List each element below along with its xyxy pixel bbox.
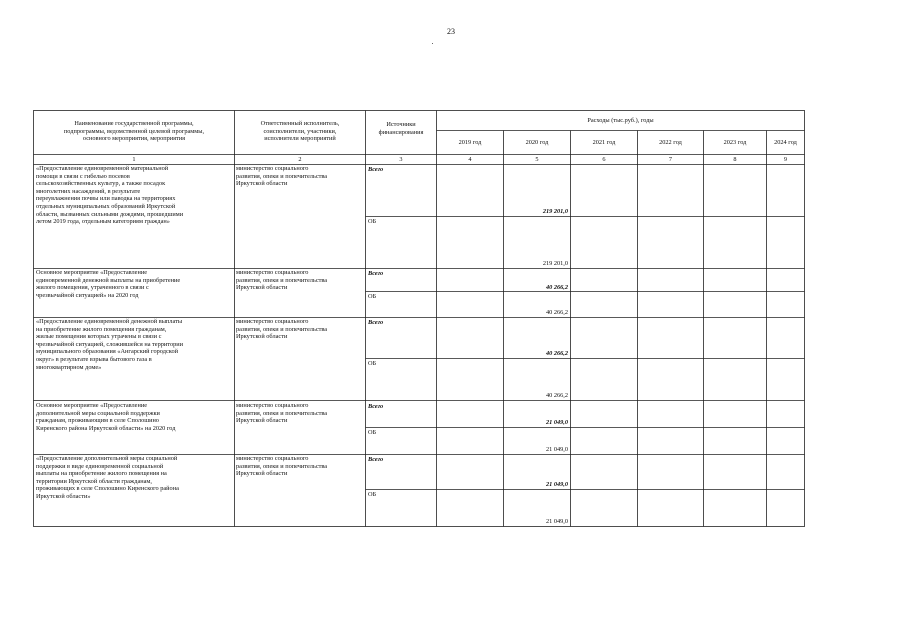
col-number-4: 4 xyxy=(468,156,472,163)
row1-total-2020: 219 201,0 xyxy=(542,208,568,215)
row4-executor: министерство социального развития, опеки и попечительства Иркутской области xyxy=(236,402,328,425)
row2-name: Основное мероприятие «Предоставление единовременной денежной выплаты на приобретение жилого помещения, утраченного в связи с чрезвычайной ситуацией» на 2020 год xyxy=(36,269,181,299)
row5-total-label: Всего xyxy=(368,456,384,463)
col-number-1: 1 xyxy=(132,156,136,163)
col-number-8: 8 xyxy=(733,156,737,163)
row2-total-label: Всего xyxy=(368,270,384,277)
row4-total-label: Всего xyxy=(368,403,384,410)
year-2020: 2020 год xyxy=(525,139,549,146)
col-number-7: 7 xyxy=(668,156,673,163)
row2-ob-2020: 40 266,2 xyxy=(545,309,568,316)
col-number-2: 2 xyxy=(298,156,302,163)
row1-executor: министерство социального развития, опеки и попечительства Иркутской области xyxy=(236,165,328,188)
row4-ob-label: ОБ xyxy=(368,429,377,436)
row1-total-label: Всего xyxy=(368,166,384,173)
header-name: Наименование государственной программы, подпрограммы, ведомственной целевой программы, основного мероприятия, мероприятия xyxy=(63,120,205,143)
row3-name: «Предоставление единовременной денежной выплаты на приобретение жилого помещения гражданам, жилые помещения которых утрачены в связи с чрезвычайной ситуацией, сложившейся на территории муниципального образования «Ангарский городской округ» в результате взрыва бытового газа в многоквартирном доме» xyxy=(36,318,183,371)
row1-ob-2020: 219 201,0 xyxy=(542,260,568,267)
row5-ob-label: ОБ xyxy=(368,491,377,498)
year-2022: 2022 год xyxy=(659,139,682,146)
year-2021: 2021 год xyxy=(592,139,616,146)
header-expenses: Расходы (тыс.руб.), годы xyxy=(587,117,654,124)
header-source: Источники финансирования xyxy=(378,121,424,136)
row5-ob-2020: 21 049,0 xyxy=(545,518,568,525)
row3-ob-label: ОБ xyxy=(368,360,377,367)
header-executor: Ответственный исполнитель, соисполнители, участники, исполнители мероприятий xyxy=(260,120,340,143)
year-2019: 2019 год xyxy=(458,139,482,146)
row1-name: «Предоставление единовременной материальной помощи в связи с гибелью посевов сельскохозяйственных культур, а также посадок многолетних насаждений, в результате переувлажнения почвы или паводка на территориях отдельных муниципальных образований Иркутской области, вызванных сильными дождями, прошедшими летом 2019 года, отдельным категориям граждан» xyxy=(36,165,184,226)
row5-total-2020: 21 049,0 xyxy=(545,481,568,488)
row4-name: Основное мероприятие «Предоставление дополнительной меры социальной поддержки гражданам, проживающим в селе Сполошино Киренского района Иркутской области» на 2020 год xyxy=(36,402,176,432)
row3-total-2020: 40 266,2 xyxy=(545,350,568,357)
col-number-3: 3 xyxy=(399,156,403,163)
row5-executor: министерство социального развития, опеки и попечительства Иркутской области xyxy=(236,455,328,478)
row3-executor: министерство социального развития, опеки и попечительства Иркутской области xyxy=(236,318,328,341)
row2-ob-label: ОБ xyxy=(368,293,377,300)
row2-executor: министерство социального развития, опеки и попечительства Иркутской области xyxy=(236,269,328,292)
row5-name: «Предоставление дополнительной меры социальной поддержки в виде единовременной социальной выплаты на приобретение жилого помещения на территории Иркутской области гражданам, проживающих в селе Сполошино Киренского района Иркутской области» xyxy=(36,455,179,500)
row3-total-label: Всего xyxy=(368,319,384,326)
col-number-6: 6 xyxy=(602,156,606,163)
year-2024: 2024 год xyxy=(774,139,797,146)
year-2023: 2023 год xyxy=(723,139,747,146)
row2-total-2020: 40 266,2 xyxy=(545,284,568,291)
row3-ob-2020: 40 266,2 xyxy=(545,392,568,399)
page-number: 23 xyxy=(447,27,455,36)
row4-total-2020: 21 049,0 xyxy=(545,419,568,426)
row1-ob-label: ОБ xyxy=(368,218,377,225)
row4-ob-2020: 21 049,0 xyxy=(545,446,568,453)
col-number-9: 9 xyxy=(783,156,788,163)
col-number-5: 5 xyxy=(535,156,539,163)
